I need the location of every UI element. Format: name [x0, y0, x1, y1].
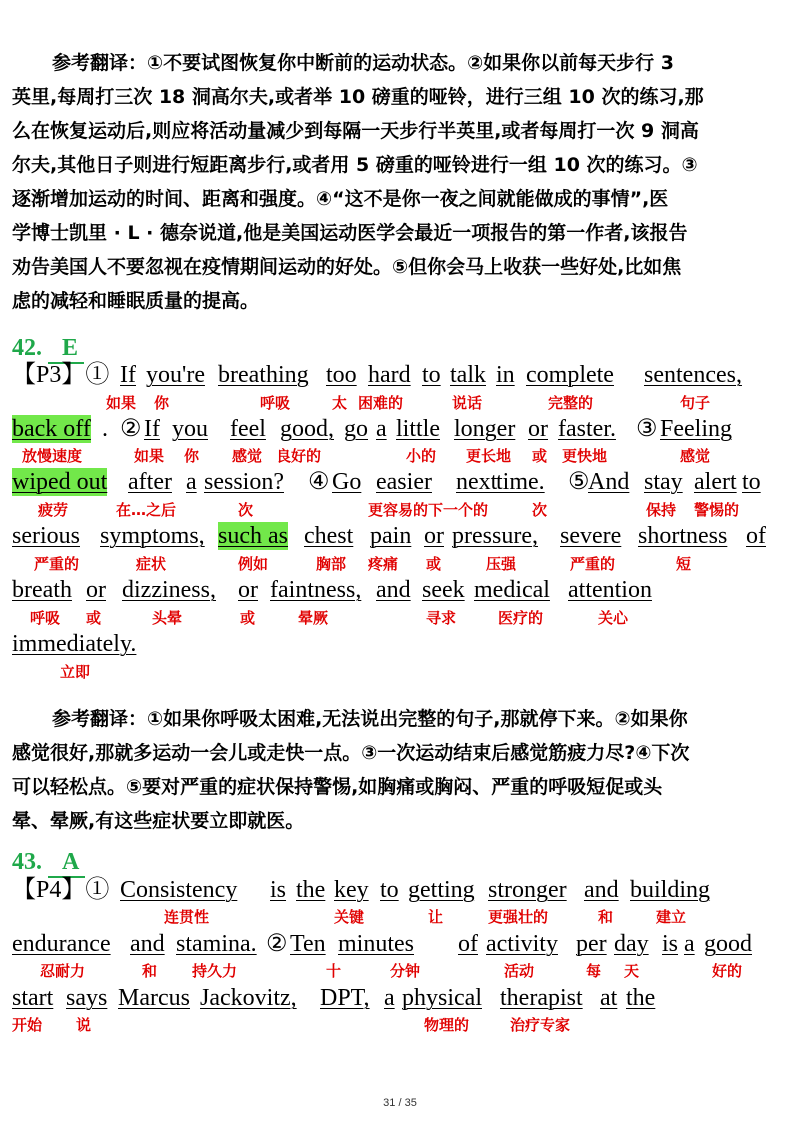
page-number: 31 / 35 — [383, 1097, 417, 1109]
gloss: 严重的 — [34, 555, 80, 573]
word: or — [86, 577, 106, 603]
word: too — [326, 362, 357, 388]
word: talk — [450, 362, 486, 388]
gloss: 在…之后 — [116, 501, 177, 519]
word: therapist — [500, 985, 583, 1011]
q42-gloss-4 — [12, 554, 788, 574]
q42-line-4 — [12, 522, 788, 550]
word: ② — [266, 931, 288, 957]
word: says — [66, 985, 108, 1011]
word: of — [746, 523, 766, 549]
word: a — [684, 931, 695, 957]
translation-line: 参考翻译：①如果你呼吸太困难,无法说出完整的句子,那就停下来。②如果你 — [52, 708, 688, 730]
word: breathing — [218, 362, 309, 388]
q43-gloss-3 — [12, 1015, 788, 1035]
highlighted-phrase: back off — [12, 416, 91, 442]
word: 【P4】① — [12, 877, 110, 903]
word: complete — [526, 362, 614, 388]
word: If — [120, 362, 136, 388]
word: ⑤ — [568, 469, 590, 495]
word: in — [496, 362, 515, 388]
q43-line-3 — [12, 984, 788, 1012]
q42-line-5 — [12, 576, 788, 604]
word: ③ — [636, 416, 658, 442]
word: to — [422, 362, 441, 388]
translation-line: 尔夫,其他日子则进行短距离步行,或者用 5 磅重的哑铃进行一组 10 次的练习。③ — [12, 154, 698, 176]
word: getting — [408, 877, 475, 903]
word: next — [456, 469, 498, 495]
word: the — [296, 877, 326, 903]
gloss: 你 — [184, 447, 200, 465]
translation-line: 晕、晕厥,有这些症状要立即就医。 — [12, 810, 305, 832]
gloss: 感觉 — [232, 447, 263, 465]
word: If — [144, 416, 160, 442]
gloss: 呼吸 — [260, 394, 291, 412]
gloss: 医疗的 — [498, 609, 544, 627]
word: seek — [422, 577, 465, 603]
gloss: 说 — [76, 1016, 92, 1034]
question-number-42 — [12, 334, 84, 364]
gloss: 寻求 — [426, 609, 457, 627]
word: good — [704, 931, 752, 957]
word: key — [334, 877, 369, 903]
q42-gloss-1 — [12, 393, 788, 413]
gloss: 更强壮的 — [488, 908, 549, 926]
word: shortness — [638, 523, 728, 549]
gloss: 或 — [240, 609, 256, 627]
q42-line-6 — [12, 630, 788, 658]
translation-line: 劝告美国人不要忽视在疫情期间运动的好处。⑤但你会马上收获一些好处,比如焦 — [12, 256, 682, 278]
gloss: 好的 — [712, 962, 743, 980]
gloss: 持久力 — [192, 962, 238, 980]
q42-gloss-6 — [12, 662, 788, 682]
word: per — [576, 931, 607, 957]
word: good, — [280, 416, 334, 442]
word: is — [662, 931, 679, 957]
word: pain — [370, 523, 412, 549]
gloss: 更快地 — [562, 447, 608, 465]
question-number: 42. — [12, 335, 42, 361]
translation-line: 英里,每周打三次 18 洞高尔夫,或者举 10 磅重的哑铃，进行三组 10 次的练习,那 — [12, 86, 704, 108]
word: severe — [560, 523, 622, 549]
gloss: 立即 — [60, 663, 91, 681]
word: and — [130, 931, 165, 957]
word: endurance — [12, 931, 111, 957]
gloss: 或 — [532, 447, 548, 465]
question-number-43 — [12, 848, 85, 878]
gloss: 太 — [332, 394, 348, 412]
gloss: 说话 — [452, 394, 483, 412]
gloss: 头晕 — [152, 609, 183, 627]
word: dizziness, — [122, 577, 216, 603]
gloss: 严重的 — [570, 555, 616, 573]
translation-line: 学博士凯里 · L · 德奈说道,他是美国运动医学会最近一项报告的第一作者,该报告 — [12, 222, 688, 244]
word: to — [380, 877, 399, 903]
word: DPT, — [320, 985, 370, 1011]
word: easier — [376, 469, 432, 495]
gloss: 和 — [598, 908, 614, 926]
translation-line: 么在恢复运动后,则应将活动量减少到每隔一天步行半英里,或者每周打一次 9 洞高 — [12, 120, 699, 142]
word: you — [172, 416, 208, 442]
word: day — [614, 931, 649, 957]
word: medical — [474, 577, 550, 603]
word: ② — [120, 416, 142, 442]
gloss: 警惕的 — [694, 501, 740, 519]
q42-gloss-2 — [12, 446, 788, 466]
word: a — [384, 985, 395, 1011]
translation-line: 感觉很好,那就多运动一会儿或走快一点。③一次运动结束后感觉筋疲力尽?④下次 — [12, 742, 690, 764]
gloss: 短 — [676, 555, 692, 573]
word: sentences, — [644, 362, 742, 388]
word: Consistency — [120, 877, 238, 903]
gloss: 连贯性 — [164, 908, 210, 926]
highlighted-phrase: wiped out — [12, 469, 108, 495]
word: hard — [368, 362, 411, 388]
gloss: 保持 — [646, 501, 677, 519]
word: Ten — [290, 931, 326, 957]
q42-line-1 — [12, 361, 788, 389]
word: 【P3】① — [12, 362, 110, 388]
word: start — [12, 985, 54, 1011]
gloss: 如果 — [134, 447, 165, 465]
q43-line-2 — [12, 930, 788, 958]
gloss: 建立 — [656, 908, 687, 926]
word: of — [458, 931, 478, 957]
gloss: 困难的 — [358, 394, 404, 412]
gloss: 更容易的下一个的 — [368, 501, 489, 519]
word: or — [528, 416, 548, 442]
gloss: 症状 — [136, 555, 167, 573]
q43-gloss-2 — [12, 961, 788, 981]
word: faster. — [558, 416, 616, 442]
gloss: 疼痛 — [368, 555, 399, 573]
gloss: 压强 — [486, 555, 517, 573]
q43-gloss-1 — [12, 907, 788, 927]
gloss: 句子 — [680, 394, 711, 412]
word: is — [270, 877, 287, 903]
word: go — [344, 416, 368, 442]
word: Marcus — [118, 985, 190, 1011]
word: stamina. — [176, 931, 257, 957]
gloss: 良好的 — [276, 447, 322, 465]
word: a — [376, 416, 387, 442]
gloss: 关心 — [598, 609, 629, 627]
word: pressure, — [452, 523, 538, 549]
gloss: 或 — [426, 555, 442, 573]
word: longer — [454, 416, 516, 442]
word: physical — [402, 985, 482, 1011]
word: ④ — [308, 469, 330, 495]
word: you're — [146, 362, 205, 388]
word: alert — [694, 469, 737, 495]
gloss: 小的 — [406, 447, 437, 465]
word: chest — [304, 523, 354, 549]
gloss: 治疗专家 — [510, 1016, 571, 1034]
answer-letter: A — [48, 848, 85, 878]
word: Feeling — [660, 416, 732, 442]
gloss: 活动 — [504, 962, 535, 980]
q42-line-2 — [12, 415, 788, 443]
q42-gloss-5 — [12, 608, 788, 628]
word: activity — [486, 931, 558, 957]
translation-paragraph-2 — [12, 702, 788, 838]
word: And — [588, 469, 630, 495]
word: time. — [496, 469, 545, 495]
translation-paragraph-1 — [12, 46, 788, 318]
translation-line: 虑的减轻和睡眠质量的提高。 — [12, 290, 260, 312]
gloss: 完整的 — [548, 394, 594, 412]
word: building — [630, 877, 711, 903]
word: after — [128, 469, 172, 495]
word: stronger — [488, 877, 567, 903]
gloss: 更长地 — [466, 447, 512, 465]
word: to — [742, 469, 761, 495]
gloss: 关键 — [334, 908, 365, 926]
gloss: 和 — [142, 962, 158, 980]
gloss: 例如 — [238, 555, 269, 573]
gloss: 天 — [624, 962, 640, 980]
gloss: 忍耐力 — [40, 962, 86, 980]
word: immediately. — [12, 631, 137, 657]
gloss: 次 — [532, 501, 548, 519]
word: breath — [12, 577, 72, 603]
gloss: 疲劳 — [38, 501, 69, 519]
gloss: 次 — [238, 501, 254, 519]
word: little — [396, 416, 440, 442]
gloss: 物理的 — [424, 1016, 470, 1034]
gloss: 每 — [586, 962, 602, 980]
word: a — [186, 469, 197, 495]
word: attention — [568, 577, 652, 603]
gloss: 或 — [86, 609, 102, 627]
gloss: 分钟 — [390, 962, 421, 980]
gloss: 十 — [326, 962, 342, 980]
word: or — [238, 577, 258, 603]
question-number: 43. — [12, 849, 42, 875]
gloss: 感觉 — [680, 447, 711, 465]
word: . — [102, 416, 108, 442]
word: faintness, — [270, 577, 362, 603]
word: serious — [12, 523, 80, 549]
word: at — [600, 985, 618, 1011]
word: or — [424, 523, 444, 549]
gloss: 你 — [154, 394, 170, 412]
word: the — [626, 985, 656, 1011]
word: feel — [230, 416, 266, 442]
q42-gloss-3 — [12, 500, 788, 520]
translation-line: 参考翻译：①不要试图恢复你中断前的运动状态。②如果你以前每天步行 3 — [52, 52, 675, 74]
q43-line-1 — [12, 876, 788, 904]
gloss: 让 — [428, 908, 444, 926]
gloss: 胸部 — [316, 555, 347, 573]
word: Go — [332, 469, 362, 495]
word: Jackovitz, — [200, 985, 297, 1011]
translation-line: 逐渐增加运动的时间、距离和强度。④“这不是你一夜之间就能做成的事情”,医 — [12, 188, 669, 210]
word: minutes — [338, 931, 414, 957]
gloss: 晕厥 — [298, 609, 329, 627]
translation-line: 可以轻松点。⑤要对严重的症状保持警惕,如胸痛或胸闷、严重的呼吸短促或头 — [12, 776, 663, 798]
gloss: 放慢速度 — [22, 447, 83, 465]
answer-letter: E — [48, 334, 84, 364]
gloss: 开始 — [12, 1016, 43, 1034]
word: session? — [204, 469, 284, 495]
highlighted-phrase: such as — [218, 523, 288, 549]
word: symptoms, — [100, 523, 205, 549]
q42-line-3 — [12, 468, 788, 496]
word: and — [584, 877, 619, 903]
word: and — [376, 577, 411, 603]
word: stay — [644, 469, 683, 495]
gloss: 如果 — [106, 394, 137, 412]
gloss: 呼吸 — [30, 609, 61, 627]
